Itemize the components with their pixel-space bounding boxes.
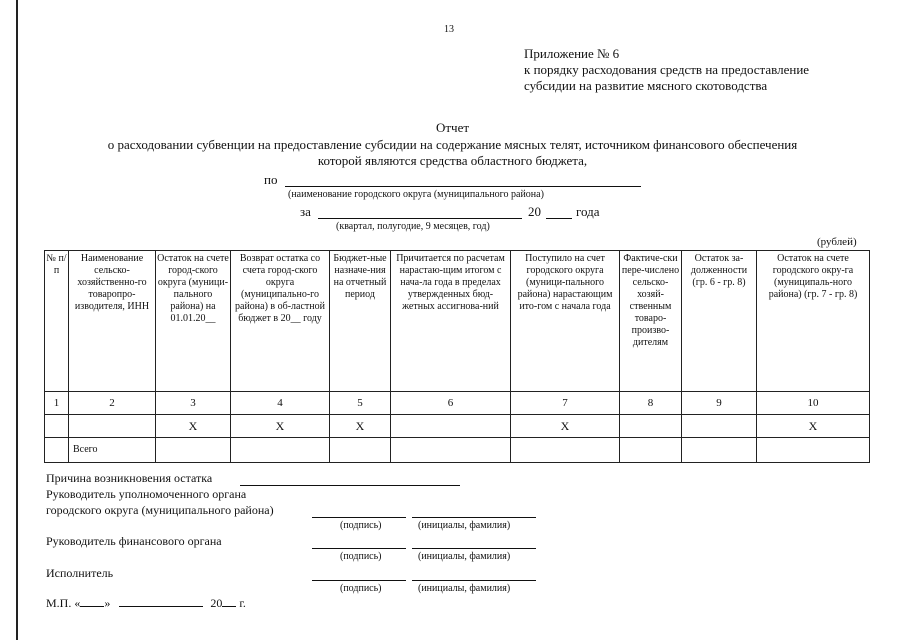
report-subtitle-1: о расходовании субвенции на предоставление субсидии на содержание мясных телят, источником финансового обеспечения bbox=[107, 137, 798, 152]
header-cell: № п/п bbox=[45, 251, 69, 392]
executor-label: Исполнитель bbox=[46, 566, 114, 580]
remainder-reason-label: Причина возникновения остатка bbox=[46, 471, 213, 485]
finance-head-name-field[interactable] bbox=[412, 534, 536, 549]
executor-name-field[interactable] bbox=[412, 566, 536, 581]
table-cell[interactable] bbox=[391, 415, 511, 438]
finance-head-label: Руководитель финансового органа bbox=[46, 534, 222, 548]
signature-caption: (подпись) bbox=[340, 583, 382, 594]
stamp-day-field[interactable] bbox=[80, 596, 104, 607]
appendix-line-1: Приложение № 6 bbox=[524, 46, 620, 61]
table-cell[interactable] bbox=[45, 438, 69, 463]
column-number: 7 bbox=[511, 392, 620, 415]
authorized-head-name-field[interactable] bbox=[412, 503, 536, 518]
initials-caption: (инициалы, фамилия) bbox=[418, 551, 511, 562]
header-cell: Остаток за-долженности (гр. 6 - гр. 8) bbox=[682, 251, 757, 392]
remainder-reason-field[interactable] bbox=[240, 471, 460, 486]
year-suffix: года bbox=[576, 204, 600, 219]
finance-head-signature-field[interactable] bbox=[312, 534, 406, 549]
stamp-year-prefix: 20 bbox=[210, 596, 223, 610]
column-number: 5 bbox=[330, 392, 391, 415]
stamp-year-field[interactable] bbox=[222, 596, 236, 607]
po-label: по bbox=[264, 172, 278, 187]
year-prefix: 20 bbox=[528, 204, 541, 219]
header-cell: Бюджет-ные назначе-ния на отчетный период bbox=[330, 251, 391, 392]
municipality-caption: (наименование городского округа (муниципального района) bbox=[288, 189, 544, 200]
column-number: 8 bbox=[620, 392, 682, 415]
initials-caption: (инициалы, фамилия) bbox=[418, 520, 511, 531]
table-cell[interactable] bbox=[757, 438, 870, 463]
table-cell[interactable] bbox=[156, 438, 231, 463]
table-cell[interactable] bbox=[69, 415, 156, 438]
column-number: 3 bbox=[156, 392, 231, 415]
period-field[interactable] bbox=[318, 204, 522, 219]
authorized-head-signature-field[interactable] bbox=[312, 503, 406, 518]
table-cell: Х bbox=[511, 415, 620, 438]
appendix-block bbox=[524, 46, 809, 94]
authorized-head-label-1: Руководитель уполномоченного органа bbox=[46, 487, 247, 501]
table-cell[interactable] bbox=[682, 415, 757, 438]
page-left-border bbox=[16, 0, 18, 640]
table-cell[interactable] bbox=[231, 438, 330, 463]
column-number: 2 bbox=[69, 392, 156, 415]
table-row bbox=[45, 415, 870, 438]
total-label: Всего bbox=[69, 438, 156, 463]
column-number-row bbox=[45, 392, 870, 415]
header-cell: Наименование сельско-хозяйственно-го товаропро-изводителя, ИНН bbox=[69, 251, 156, 392]
table-cell[interactable] bbox=[620, 415, 682, 438]
appendix-line-2: к порядку расходования средств на предоставление bbox=[524, 62, 810, 77]
column-number: 10 bbox=[757, 392, 870, 415]
stamp-date-prefix: М.П. « bbox=[46, 596, 81, 610]
report-table bbox=[44, 250, 870, 463]
stamp-date-mid: » bbox=[104, 596, 111, 610]
header-cell: Остаток на счете город-ского округа (муници-пального района) на 01.01.20__ bbox=[156, 251, 231, 392]
table-cell: Х bbox=[231, 415, 330, 438]
column-number: 9 bbox=[682, 392, 757, 415]
table-cell[interactable] bbox=[391, 438, 511, 463]
appendix-line-3: субсидии на развитие мясного скотоводства bbox=[524, 78, 768, 93]
stamp-year-suffix: г. bbox=[239, 596, 246, 610]
table-cell: Х bbox=[156, 415, 231, 438]
stamp-date-line bbox=[46, 596, 246, 611]
table-cell[interactable] bbox=[511, 438, 620, 463]
total-row bbox=[45, 438, 870, 463]
table-cell[interactable] bbox=[45, 415, 69, 438]
header-cell: Фактиче-ски пере-числено сельско-хозяй-ственным товаро-произво-дителям bbox=[620, 251, 682, 392]
authorized-head-label-2: городского округа (муниципального района) bbox=[46, 503, 274, 517]
table-cell[interactable] bbox=[682, 438, 757, 463]
header-cell: Остаток на счете городского окру-га (муниципаль-ного района) (гр. 7 - гр. 8) bbox=[757, 251, 870, 392]
period-caption: (квартал, полугодие, 9 месяцев, год) bbox=[336, 221, 490, 232]
header-cell: Причитается по расчетам нарастаю-щим итогом с нача-ла года в пределах утвержденных бюд-жетных ассигнова-ний bbox=[391, 251, 511, 392]
initials-caption: (инициалы, фамилия) bbox=[418, 583, 511, 594]
units-label: (рублей) bbox=[817, 236, 857, 248]
table-cell[interactable] bbox=[620, 438, 682, 463]
column-number: 6 bbox=[391, 392, 511, 415]
executor-signature-field[interactable] bbox=[312, 566, 406, 581]
signature-caption: (подпись) bbox=[340, 551, 382, 562]
stamp-month-field[interactable] bbox=[119, 596, 203, 607]
municipality-name-field[interactable] bbox=[285, 172, 641, 187]
column-number: 4 bbox=[231, 392, 330, 415]
table-cell: Х bbox=[330, 415, 391, 438]
report-title: Отчет bbox=[435, 120, 470, 135]
signature-caption: (подпись) bbox=[340, 520, 382, 531]
year-field[interactable] bbox=[546, 204, 572, 219]
page-number: 13 bbox=[444, 24, 454, 35]
table-cell: Х bbox=[757, 415, 870, 438]
table-cell[interactable] bbox=[330, 438, 391, 463]
table-header-row bbox=[45, 251, 870, 392]
column-number: 1 bbox=[45, 392, 69, 415]
za-label: за bbox=[300, 204, 311, 219]
header-cell: Поступило на счет городского округа (муници-пального района) нарастающим ито-гом с начала года bbox=[511, 251, 620, 392]
report-subtitle-2: которой являются средства областного бюджета, bbox=[317, 153, 588, 168]
header-cell: Возврат остатка со счета город-ского округа (муниципально-го района) в об-ластной бюджет в 20__ году bbox=[231, 251, 330, 392]
